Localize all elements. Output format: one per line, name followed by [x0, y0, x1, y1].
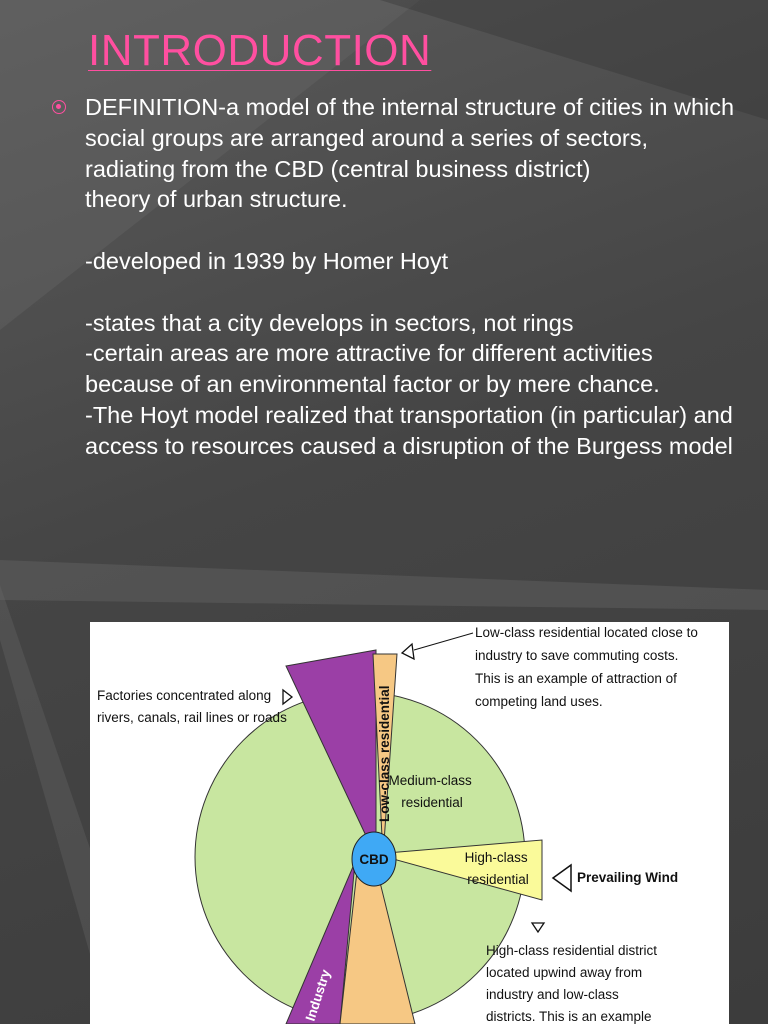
slide-title: INTRODUCTION — [88, 26, 432, 75]
bullet-text: DEFINITION-a model of the internal structure of cities in which social groups are arranged around a series of sectors, radiating from the CBD (central business district) theory of urban structure. -developed in 1939 by Homer Hoyt -states that a city develops in sectors, not rings -certain areas are more attractive for different activities because of an environmental factor or by mere chance. -The Hoyt model realized that transportation (in particular) and access to resources caused a disruption of the Burgess model — [85, 94, 735, 459]
low-class-vertical-label: Low-class residential — [377, 685, 392, 822]
highclass-arrow-icon — [532, 923, 544, 932]
highclass-note: High-class residential district located upwind away from industry and low-class districts. This is an example — [486, 943, 658, 1024]
lowclass-arrow-icon — [402, 644, 414, 659]
factories-note: Factories concentrated along rivers, canals, rail lines or roads — [97, 688, 287, 725]
prevailing-wind-label: Prevailing Wind — [577, 870, 679, 885]
factories-arrow-icon — [283, 690, 292, 704]
wind-arrow-icon — [553, 865, 571, 891]
lowclass-note: Low-class residential located close to industry to save commuting costs. This is an example of attraction of competing land uses. — [475, 625, 698, 709]
bullet-icon — [52, 100, 66, 114]
industry-label: Industry — [302, 967, 334, 1023]
lowclass-pointer-line — [414, 633, 473, 650]
hoyt-model-diagram — [90, 622, 729, 1024]
high-class-label: High-class residential — [464, 850, 529, 887]
medium-class-label: Medium-class residential — [388, 773, 472, 810]
definition-bullet — [52, 92, 742, 462]
cbd-label: CBD — [359, 852, 389, 867]
